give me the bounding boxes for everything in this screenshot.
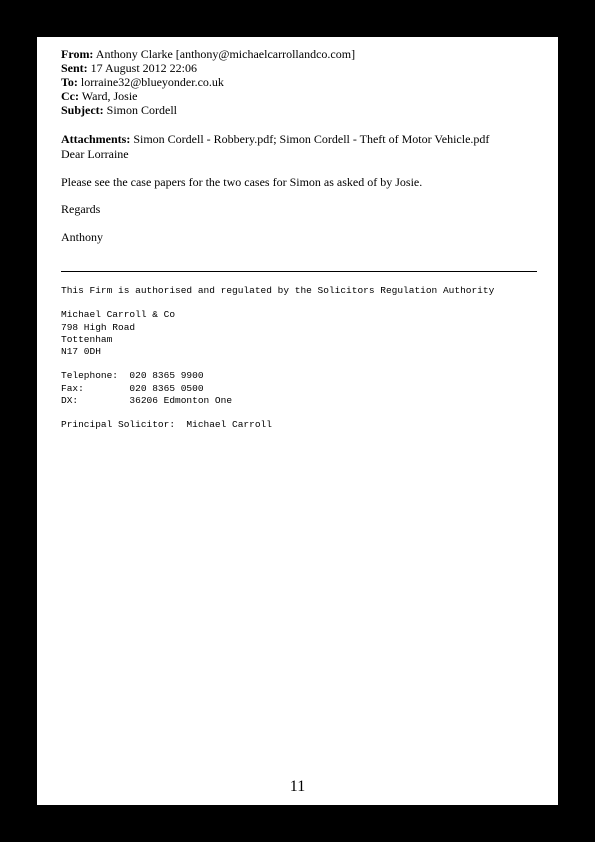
- body-paragraph: Please see the case papers for the two cases for Simon as asked of by Josie.: [61, 175, 423, 189]
- dx-line: DX: 36206 Edmonton One: [61, 394, 233, 406]
- divider: [61, 271, 537, 272]
- address-line-2: Tottenham: [61, 333, 113, 345]
- sent-label: Sent:: [61, 61, 88, 75]
- sent-row: [61, 61, 355, 75]
- subject-row: [61, 103, 355, 117]
- to-value: lorraine32@blueyonder.co.uk: [80, 75, 224, 89]
- address-line-1: 798 High Road: [61, 321, 136, 333]
- email-header: [61, 47, 355, 117]
- to-row: [61, 75, 355, 89]
- signature: Anthony: [61, 230, 103, 244]
- subject-label: Subject:: [61, 103, 104, 117]
- subject-value: Simon Cordell: [106, 103, 178, 117]
- firm-name: Michael Carroll & Co: [61, 309, 176, 321]
- attachments-label: Attachments:: [61, 132, 131, 146]
- attachments-row: [61, 132, 489, 146]
- from-row: [61, 47, 355, 61]
- from-label: From:: [61, 47, 94, 61]
- principal-line: Principal Solicitor: Michael Carroll: [61, 419, 272, 431]
- cc-value: Ward, Josie: [81, 89, 138, 103]
- to-label: To:: [61, 75, 78, 89]
- attachments-value: Simon Cordell - Robbery.pdf; Simon Cordell - Theft of Motor Vehicle.pdf: [133, 132, 490, 146]
- telephone-line: Telephone: 020 8365 9900: [61, 370, 204, 382]
- greeting: Dear Lorraine: [61, 147, 129, 161]
- page-number: 11: [289, 778, 306, 795]
- postcode: N17 0DH: [61, 346, 101, 358]
- cc-row: [61, 89, 355, 103]
- fax-line: Fax: 020 8365 0500: [61, 382, 204, 394]
- firm-footer: [61, 285, 494, 431]
- document-page: [37, 37, 558, 805]
- sent-value: 17 August 2012 22:06: [90, 61, 198, 75]
- closing: Regards: [61, 202, 101, 216]
- from-value: Anthony Clarke [anthony@michaelcarrollandco.com]: [95, 47, 356, 61]
- regulation-line: This Firm is authorised and regulated by the Solicitors Regulation Authority: [61, 285, 495, 296]
- cc-label: Cc:: [61, 89, 79, 103]
